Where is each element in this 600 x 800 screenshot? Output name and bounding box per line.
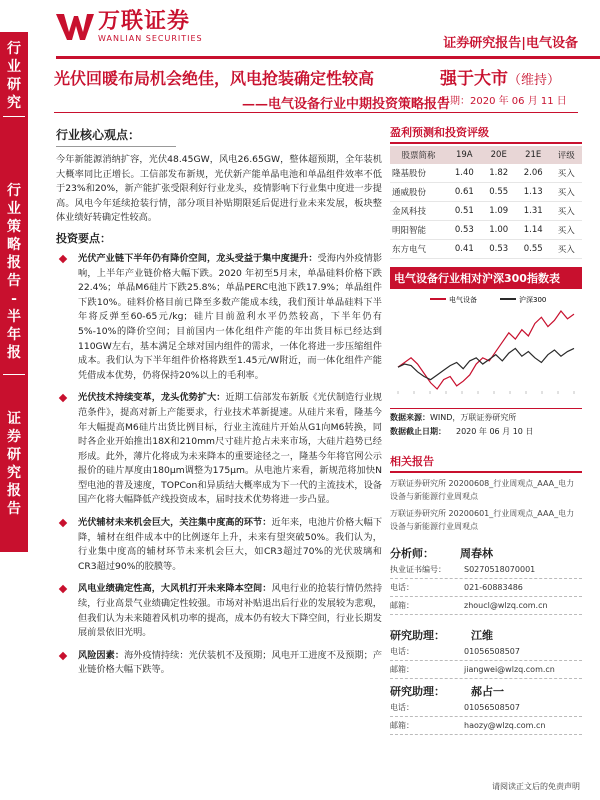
investment-points (56, 252, 382, 678)
sidebar-block-report-type (0, 182, 28, 362)
investment-point (56, 252, 382, 383)
table-cell: 0.53 (447, 221, 481, 240)
data-source: 数据来源：WIND，万联证券研究所 (390, 413, 517, 422)
point-text: 近期工信部发布新版《光伏制造行业规范条件》，提高对新上产能要求，行业技术革新提速。从硅片来看，隆基今年大幅提高M6硅片出货比例目标，行业主流硅片开始从G1向M6转换，同时各企业开始推出18X和210mm尺寸硅片抢占未来市场，大硅片趋势已经形成。此外，薄片化将成为未来降本的重要途径之一，隆基今年将官网公示报价的硅片厚度由180μm调整为175μm。从电池片来看，新规范将加快N型电池的普及速度，TOPCon和异质结大概率成为下一代的主流技术，设备国产化将大幅降低产线投资成本，届时技术优势将进一步凸显。 (78, 392, 382, 506)
related-reports (390, 477, 582, 533)
related-report-item[interactable]: 万联证券研究所 20200608_行业周观点_AAA_电力设备与新能源行业周观点 (390, 479, 575, 501)
point-heading: 风电业绩确定性高，大风机打开未来降本空间： (78, 583, 272, 595)
table-cell: 买入 (550, 240, 582, 259)
contact-row (390, 579, 582, 597)
table-header: 评级 (550, 146, 582, 164)
investment-point (56, 516, 382, 574)
report-type: 证券研究报告|电气设备 (443, 36, 578, 51)
brand-logo (56, 10, 203, 43)
point-heading: 风险因素： (78, 649, 125, 661)
contact-value: jiangwei@wlzq.com.cn (464, 665, 555, 674)
brand-name: 万联证券 (98, 9, 191, 34)
point-heading: 光伏辅材未来机会巨大，关注集中度高的环节： (78, 517, 272, 529)
chart-svg (390, 289, 582, 409)
point-heading: 光伏产业链下半年仍有降价空间，龙头受益于集中度提升： (78, 252, 318, 264)
contact-value: haozy@wlzq.com.cn (464, 721, 546, 730)
table-cell: 0.51 (447, 202, 481, 221)
table-cell: 0.55 (516, 240, 550, 259)
table-cell: 1.40 (447, 164, 481, 183)
table-cell: 0.53 (482, 240, 516, 259)
table-cell: 0.41 (447, 240, 481, 259)
table-cell: 0.55 (482, 183, 516, 202)
sidebar-char: 究 (7, 465, 21, 481)
contact-label: 电话： (390, 647, 414, 656)
sidebar-char: 报 (7, 255, 21, 271)
sidebar-char: 告 (7, 273, 21, 289)
sidebar-char: 半 (7, 309, 21, 325)
contact-row (390, 597, 582, 615)
page-title: 光伏回暖布局机会绝佳，风电抢装确定性较高 (54, 69, 375, 88)
investment-point (56, 582, 382, 640)
header-divider (56, 56, 600, 59)
table-cell: 金风科技 (390, 202, 447, 221)
rating-value: 强于大市 (439, 69, 508, 89)
investment-point (56, 391, 382, 508)
table-row (390, 183, 582, 202)
table-cell: 1.14 (516, 221, 550, 240)
contact-label: 邮箱： (390, 601, 414, 610)
forecast-table (390, 146, 582, 259)
legend-label: 沪深300 (519, 296, 547, 304)
contact-row (390, 561, 582, 579)
sidebar-char: 究 (7, 95, 21, 111)
sidebar-char: 业 (7, 201, 21, 217)
table-header: 20E (482, 146, 516, 164)
table-header: 股票简称 (390, 146, 447, 164)
sidebar-char: 报 (7, 483, 21, 499)
table-cell: 通威股份 (390, 183, 447, 202)
assistant1-contact (390, 643, 582, 679)
sidebar-char: 告 (7, 501, 21, 517)
table-cell: 东方电气 (390, 240, 447, 259)
assistant2-header: 研究助理： 郝占一 (390, 685, 504, 698)
sidebar-char: 券 (7, 429, 21, 445)
table-cell: 1.09 (482, 202, 516, 221)
sidebar-char: 报 (7, 345, 21, 361)
table-row (390, 164, 582, 183)
data-cutoff: 数据截止日期： 2020 年 06 月 10 日 (390, 427, 534, 436)
rating-note: （维持） (507, 73, 560, 88)
table-cell: 买入 (550, 164, 582, 183)
forecast-heading: 盈利预测和投资评级 (390, 124, 582, 144)
logo-mark-icon (56, 12, 94, 42)
table-cell: 0.61 (447, 183, 481, 202)
report-date: 日期：2020 年 06 月 11 日 (440, 96, 567, 107)
core-views (56, 126, 382, 686)
analyst-name: 周春林 (460, 547, 493, 560)
sidebar-char: 行 (7, 41, 21, 57)
sidebar (0, 32, 28, 552)
assistant1-name: 江维 (471, 629, 493, 642)
table-cell: 买入 (550, 183, 582, 202)
right-panel (390, 124, 582, 735)
sidebar-char: 研 (7, 77, 21, 93)
analyst-contact (390, 561, 582, 615)
table-cell: 买入 (550, 202, 582, 221)
sidebar-block-securities (0, 410, 28, 518)
table-cell: 2.06 (516, 164, 550, 183)
relative-chart (390, 289, 582, 409)
table-cell: 1.00 (482, 221, 516, 240)
contact-value: 021-60883486 (464, 583, 523, 592)
contact-value: 01056508507 (464, 647, 520, 656)
table-row (390, 221, 582, 240)
table-cell: 1.31 (516, 202, 550, 221)
sidebar-char: 行 (7, 183, 21, 199)
assistant2-name: 郝占一 (471, 685, 504, 698)
analyst-header: 分析师： 周春林 (390, 547, 493, 560)
contact-value: S0270518070001 (464, 565, 536, 574)
assistant2-contact (390, 699, 582, 735)
table-cell: 明阳智能 (390, 221, 447, 240)
point-text: 受海内外疫情影响，上半年产业链价格大幅下跌。2020 年初至5月末，单晶硅料价格下跌22.4%；单晶M6硅片下跌25.8%；单晶PERC电池下跌17.9%；单晶组件下跌10%。硅料价格目前已降至多数产能成本线，我们预计单晶硅料下半年将反弹至60-65元/kg；硅片目前盈利水平仍然较高，下半年仍有5%-10%的降价空间；目前国内一体化组件产能的年出货目标已经达到110GW左右，基本满足全球对国内组件的需求，一体化将进一步压缩组件成本。我们认为下半年组件价格将跌至1.45元/W附近，而一体化组件产能凭借成本优势，仍将保持20%以上的毛利率。 (78, 252, 383, 381)
contact-label: 邮箱： (390, 665, 414, 674)
contact-row (390, 643, 582, 661)
table-header: 21E (516, 146, 550, 164)
table-cell: 买入 (550, 221, 582, 240)
page-subtitle: ——电气设备行业中期投资策略报告 (242, 97, 451, 112)
sidebar-divider (3, 116, 25, 117)
title-divider (54, 112, 578, 113)
contact-row (390, 699, 582, 717)
point-text: 风电行业的抢装行情仍然持续，行业高景气业绩确定性较强。市场对补贴退出后行业的发展较为悲观，但我们认为未来随着风机功率的提高，成本仍有较大下降空间，行业长期发展前景依旧光明。 (78, 583, 383, 639)
related-report-item[interactable]: 万联证券研究所 20200601_行业周观点_AAA_电力设备与新能源行业周观点 (390, 509, 575, 531)
table-cell: 1.82 (482, 164, 516, 183)
series-line-csi300 (398, 348, 574, 379)
investment-heading: 投资要点： (56, 231, 111, 245)
contact-value: zhoucl@wlzq.com.cn (464, 601, 548, 610)
sidebar-block-industry (0, 40, 28, 112)
core-heading: 行业核心观点： (56, 126, 176, 147)
sidebar-char: 研 (7, 447, 21, 463)
legend-label: 电气设备 (449, 296, 477, 304)
sidebar-char: 业 (7, 59, 21, 75)
contact-label: 电话： (390, 703, 414, 712)
investment-point (56, 649, 382, 678)
contact-value: 01056508507 (464, 703, 520, 712)
table-header: 19A (447, 146, 481, 164)
table-row (390, 202, 582, 221)
brand-name-en: WANLIAN SECURITIES (98, 34, 203, 43)
sidebar-char: 略 (7, 237, 21, 253)
sidebar-divider (3, 374, 25, 375)
chart-title: 电气设备行业相对沪深300指数表 (390, 267, 582, 289)
core-intro: 今年新能源消纳扩容，光伏48.45GW，风电26.65GW，整体超预期，全年装机大概率同比正增长。工信部发布新规，光伏新产能单晶电池和单晶组件效率不低于23%和20%，新产能扩张受限利好行业龙头，疫情影响下行业集中度进一步提高。风电今年延续抢装行情，部分项目补贴期限延后促进行业未来发展，板块整体业绩好转确定性较高。 (56, 154, 382, 224)
related-heading: 相关报告 (390, 453, 582, 473)
point-text: 海外疫情持续：光伏装机不及预期；风电开工进度不及预期；产业链价格大幅下跌等。 (78, 649, 383, 676)
table-cell: 1.13 (516, 183, 550, 202)
contact-label: 邮箱： (390, 721, 414, 730)
contact-row (390, 717, 582, 735)
assistant1-header: 研究助理： 江维 (390, 629, 493, 642)
point-text: 近年来，电池片价格大幅下降，辅材在组件成本中的比例逐年上升，未来有望突破50%。我们认为，行业集中度高的辅材环节未来机会巨大，如CR3超过70%的光伏玻璃和CR3超过90%的胶膜等。 (78, 517, 383, 572)
sidebar-char: 策 (7, 219, 21, 235)
contact-label: 电话： (390, 583, 414, 592)
contact-label: 执业证书编号： (390, 565, 446, 574)
point-heading: 光伏技术持续变革，龙头优势扩大： (78, 392, 226, 404)
contact-row (390, 661, 582, 679)
table-cell: 隆基股份 (390, 164, 447, 183)
sidebar-char: 年 (7, 327, 21, 343)
rating (420, 64, 580, 89)
sidebar-char: - (11, 291, 17, 307)
disclaimer-note: 请阅读正文后的免责声明 (492, 782, 580, 791)
table-row (390, 240, 582, 259)
sidebar-char: 证 (7, 411, 21, 427)
